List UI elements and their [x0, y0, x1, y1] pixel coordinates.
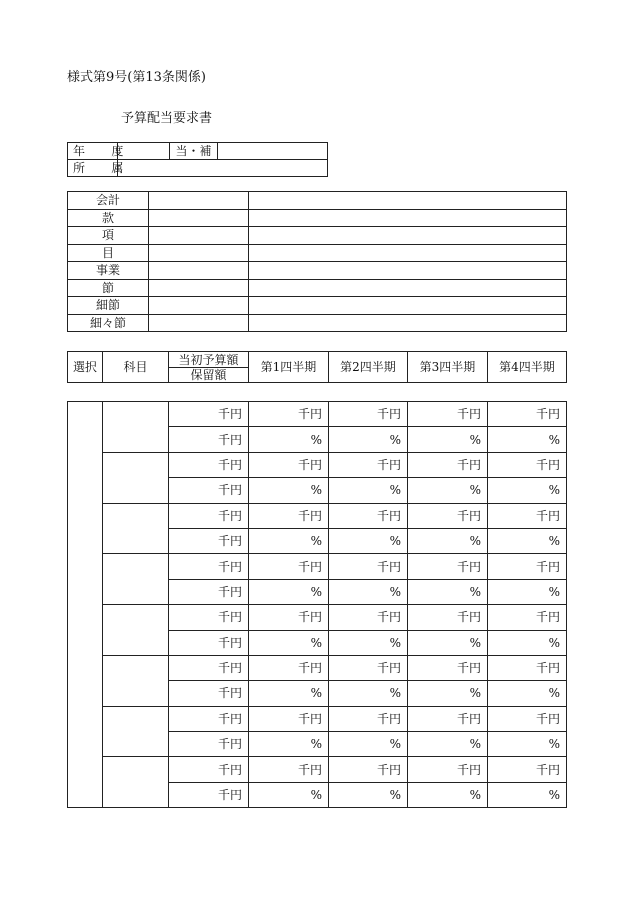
q2-percent-cell[interactable]: %	[329, 579, 408, 604]
initial-budget-cell[interactable]: 千円	[169, 605, 249, 630]
q2-amount-cell[interactable]: 千円	[329, 757, 408, 782]
q2-amount-cell[interactable]: 千円	[329, 503, 408, 528]
classification-code-field[interactable]	[149, 279, 249, 297]
classification-name-field[interactable]	[249, 314, 567, 332]
classification-code-field[interactable]	[149, 209, 249, 227]
reserved-amount-cell[interactable]: 千円	[169, 630, 249, 655]
q3-amount-cell[interactable]: 千円	[408, 402, 488, 427]
classification-table	[67, 191, 567, 332]
q3-amount-cell[interactable]: 千円	[408, 605, 488, 630]
classification-row	[68, 262, 567, 280]
initial-budget-cell[interactable]: 千円	[169, 554, 249, 579]
q1-amount-cell[interactable]: 千円	[249, 655, 329, 680]
budget-type-field[interactable]	[218, 143, 328, 160]
classification-code-field[interactable]	[149, 244, 249, 262]
q1-percent-cell[interactable]: %	[249, 732, 329, 757]
q4-amount-cell[interactable]: 千円	[488, 503, 567, 528]
classification-code-field[interactable]	[149, 227, 249, 245]
column-header-q4: 第4四半期	[488, 352, 567, 383]
column-header-q3: 第3四半期	[408, 352, 488, 383]
classification-name-field[interactable]	[249, 262, 567, 280]
column-header-row-top	[68, 352, 567, 368]
q1-amount-cell[interactable]: 千円	[249, 503, 329, 528]
q1-percent-cell[interactable]: %	[249, 528, 329, 553]
column-header-q1: 第1四半期	[249, 352, 329, 383]
header-row-department	[68, 160, 328, 177]
reserved-amount-cell[interactable]: 千円	[169, 732, 249, 757]
initial-budget-cell[interactable]: 千円	[169, 402, 249, 427]
q1-percent-cell[interactable]: %	[249, 782, 329, 807]
classification-name-field[interactable]	[249, 192, 567, 210]
subject-cell[interactable]	[103, 402, 169, 453]
q2-percent-cell[interactable]: %	[329, 528, 408, 553]
q3-amount-cell[interactable]: 千円	[408, 503, 488, 528]
q2-amount-cell[interactable]: 千円	[329, 706, 408, 731]
q3-amount-cell[interactable]: 千円	[408, 554, 488, 579]
classification-label: 細節	[68, 297, 149, 315]
classification-row	[68, 227, 567, 245]
classification-code-field[interactable]	[149, 297, 249, 315]
q4-amount-cell[interactable]: 千円	[488, 452, 567, 477]
classification-row	[68, 244, 567, 262]
q2-percent-cell[interactable]: %	[329, 782, 408, 807]
classification-row	[68, 209, 567, 227]
classification-name-field[interactable]	[249, 297, 567, 315]
subject-cell[interactable]	[103, 605, 169, 656]
q4-percent-cell[interactable]: %	[488, 427, 567, 452]
reserved-amount-cell[interactable]: 千円	[169, 681, 249, 706]
initial-budget-cell[interactable]: 千円	[169, 655, 249, 680]
classification-row	[68, 314, 567, 332]
budget-row-amount	[68, 655, 567, 680]
q3-percent-cell[interactable]: %	[408, 782, 488, 807]
q4-percent-cell[interactable]: %	[488, 782, 567, 807]
budget-row-amount	[68, 554, 567, 579]
classification-label: 会計	[68, 192, 149, 210]
q2-percent-cell[interactable]: %	[329, 630, 408, 655]
q3-amount-cell[interactable]: 千円	[408, 452, 488, 477]
fiscal-year-label: 年 度	[68, 143, 118, 160]
q3-percent-cell[interactable]: %	[408, 528, 488, 553]
q2-percent-cell[interactable]: %	[329, 478, 408, 503]
budget-row-amount	[68, 452, 567, 477]
budget-row-amount	[68, 757, 567, 782]
reserved-amount-cell[interactable]: 千円	[169, 478, 249, 503]
q1-percent-cell[interactable]: %	[249, 427, 329, 452]
classification-label: 事業	[68, 262, 149, 280]
q2-percent-cell[interactable]: %	[329, 427, 408, 452]
q4-percent-cell[interactable]: %	[488, 732, 567, 757]
initial-budget-cell[interactable]: 千円	[169, 706, 249, 731]
q2-percent-cell[interactable]: %	[329, 681, 408, 706]
q1-amount-cell[interactable]: 千円	[249, 402, 329, 427]
classification-label: 細々節	[68, 314, 149, 332]
subject-cell[interactable]	[103, 452, 169, 503]
budget-type-label: 当・補	[170, 143, 218, 160]
classification-code-field[interactable]	[149, 314, 249, 332]
budget-row-amount	[68, 402, 567, 427]
q2-percent-cell[interactable]: %	[329, 732, 408, 757]
reserved-amount-cell[interactable]: 千円	[169, 782, 249, 807]
q1-amount-cell[interactable]: 千円	[249, 605, 329, 630]
classification-row	[68, 297, 567, 315]
column-header-table	[67, 351, 567, 383]
q4-amount-cell[interactable]: 千円	[488, 655, 567, 680]
q1-amount-cell[interactable]: 千円	[249, 452, 329, 477]
header-row-fiscal-year	[68, 143, 328, 160]
classification-code-field[interactable]	[149, 192, 249, 210]
reserved-amount-cell[interactable]: 千円	[169, 427, 249, 452]
reserved-amount-cell[interactable]: 千円	[169, 579, 249, 604]
q4-amount-cell[interactable]: 千円	[488, 757, 567, 782]
q3-amount-cell[interactable]: 千円	[408, 655, 488, 680]
q4-amount-cell[interactable]: 千円	[488, 402, 567, 427]
department-label: 所 属	[68, 160, 118, 177]
column-header-reserved: 保留額	[169, 368, 249, 383]
classification-name-field[interactable]	[249, 227, 567, 245]
column-header-subject: 科目	[103, 352, 169, 383]
q2-amount-cell[interactable]: 千円	[329, 402, 408, 427]
q4-percent-cell[interactable]: %	[488, 681, 567, 706]
q2-amount-cell[interactable]: 千円	[329, 554, 408, 579]
q2-amount-cell[interactable]: 千円	[329, 452, 408, 477]
q4-amount-cell[interactable]: 千円	[488, 554, 567, 579]
q3-percent-cell[interactable]: %	[408, 732, 488, 757]
subject-cell[interactable]	[103, 757, 169, 808]
q4-percent-cell[interactable]: %	[488, 579, 567, 604]
department-field[interactable]	[118, 160, 328, 177]
q1-amount-cell[interactable]: 千円	[249, 757, 329, 782]
classification-row	[68, 279, 567, 297]
q1-percent-cell[interactable]: %	[249, 630, 329, 655]
q3-percent-cell[interactable]: %	[408, 427, 488, 452]
q3-percent-cell[interactable]: %	[408, 478, 488, 503]
initial-budget-cell[interactable]: 千円	[169, 757, 249, 782]
budget-row-amount	[68, 706, 567, 731]
classification-code-field[interactable]	[149, 262, 249, 280]
q4-percent-cell[interactable]: %	[488, 630, 567, 655]
q1-amount-cell[interactable]: 千円	[249, 706, 329, 731]
q4-amount-cell[interactable]: 千円	[488, 605, 567, 630]
q1-percent-cell[interactable]: %	[249, 681, 329, 706]
column-header-select: 選択	[68, 352, 103, 383]
column-header-q2: 第2四半期	[329, 352, 408, 383]
form-id: 様式第9号(第13条関係)	[67, 70, 206, 85]
q4-amount-cell[interactable]: 千円	[488, 706, 567, 731]
subject-cell[interactable]	[103, 655, 169, 706]
budget-row-amount	[68, 605, 567, 630]
header-table	[67, 142, 328, 177]
classification-name-field[interactable]	[249, 244, 567, 262]
classification-label: 項	[68, 227, 149, 245]
initial-budget-cell[interactable]: 千円	[169, 503, 249, 528]
q3-amount-cell[interactable]: 千円	[408, 757, 488, 782]
classification-name-field[interactable]	[249, 279, 567, 297]
budget-row-amount	[68, 503, 567, 528]
q1-percent-cell[interactable]: %	[249, 478, 329, 503]
subject-cell[interactable]	[103, 554, 169, 605]
budget-table	[67, 401, 567, 808]
classification-label: 節	[68, 279, 149, 297]
column-header-initial-budget: 当初予算額	[169, 352, 249, 368]
select-cell[interactable]	[68, 402, 103, 808]
q3-percent-cell[interactable]: %	[408, 630, 488, 655]
q3-percent-cell[interactable]: %	[408, 681, 488, 706]
document-title: 予算配当要求書	[121, 111, 213, 126]
initial-budget-cell[interactable]: 千円	[169, 452, 249, 477]
q4-percent-cell[interactable]: %	[488, 528, 567, 553]
classification-row	[68, 192, 567, 210]
q4-percent-cell[interactable]: %	[488, 478, 567, 503]
subject-cell[interactable]	[103, 503, 169, 554]
q1-percent-cell[interactable]: %	[249, 579, 329, 604]
q2-amount-cell[interactable]: 千円	[329, 605, 408, 630]
classification-label: 目	[68, 244, 149, 262]
q1-amount-cell[interactable]: 千円	[249, 554, 329, 579]
subject-cell[interactable]	[103, 706, 169, 757]
q3-percent-cell[interactable]: %	[408, 579, 488, 604]
q2-amount-cell[interactable]: 千円	[329, 655, 408, 680]
classification-name-field[interactable]	[249, 209, 567, 227]
q3-amount-cell[interactable]: 千円	[408, 706, 488, 731]
classification-label: 款	[68, 209, 149, 227]
reserved-amount-cell[interactable]: 千円	[169, 528, 249, 553]
